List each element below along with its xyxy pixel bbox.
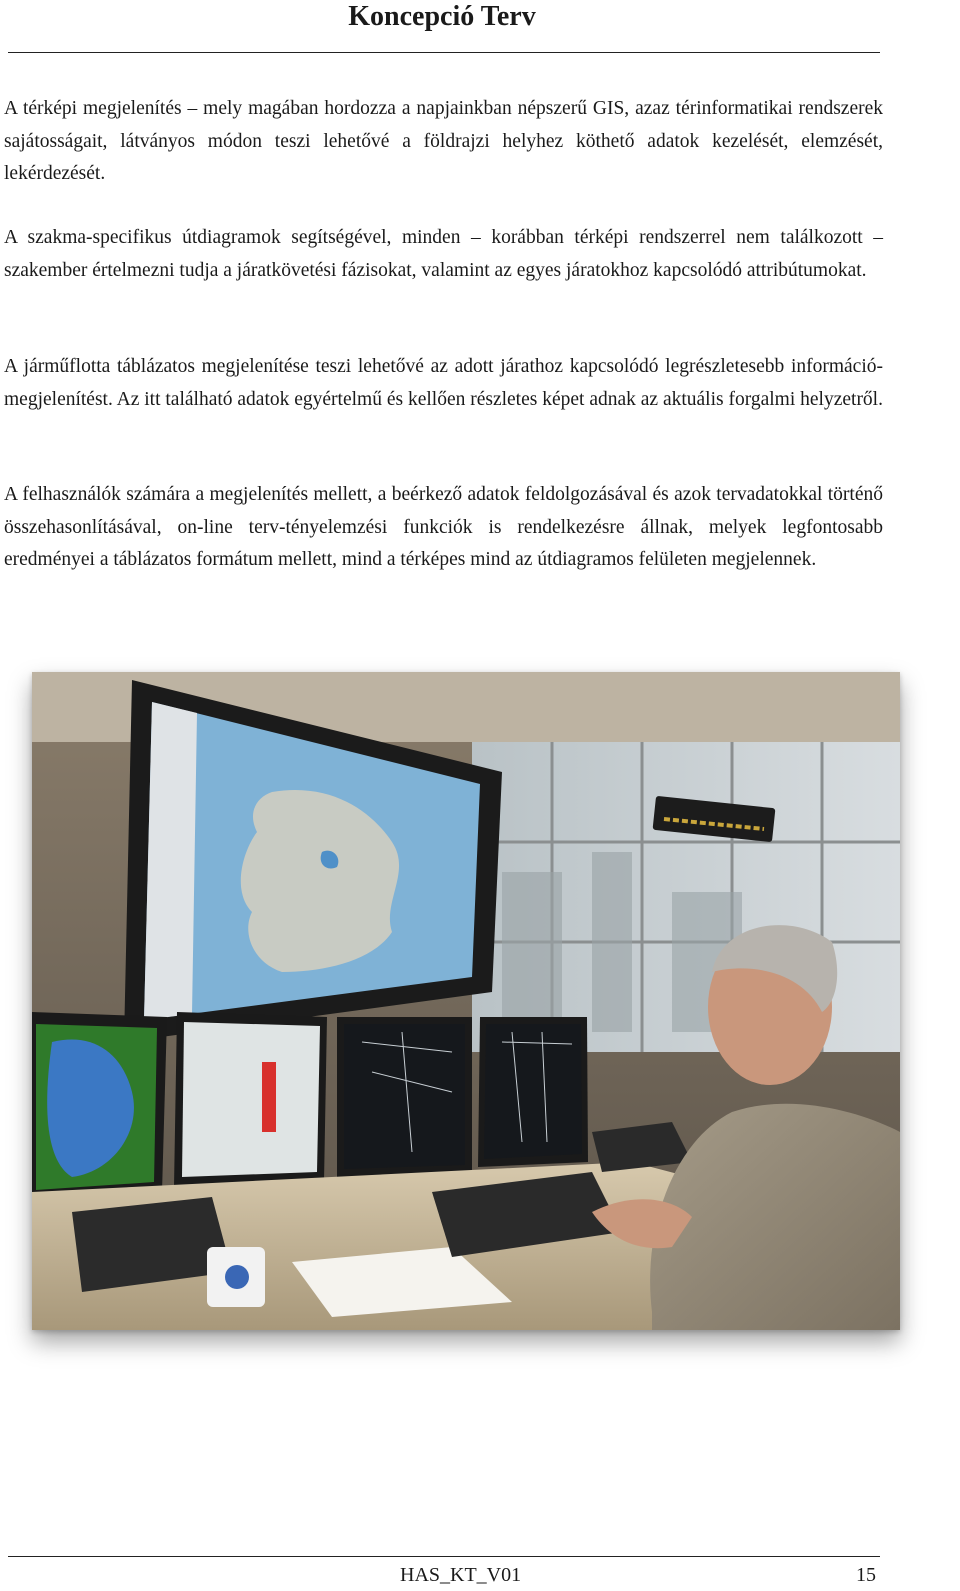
paragraph-analysis: A felhasználók számára a megjelenítés mellett, a beérkező adatok feldolgozásával és azok tervadatokkal történő összehasonlításával, on-line terv-tényelemzési funkciók is rendelkezésre állnak, melyek legfontosabb eredményei a táblázatos formátum mellett, mind a térképes mind az útdiagramos felületen megjelennek. [4, 484, 883, 570]
footer-doc-code: HAS_KT_V01 [400, 1564, 522, 1586]
footer-rule [8, 1556, 880, 1557]
footer-page-number: 15 [856, 1564, 876, 1586]
page-title: Koncepció Terv [348, 1, 536, 32]
paragraph-fleet-table: A járműflotta táblázatos megjelenítése teszi lehetővé az adott járathoz kapcsolódó legrészletesebb információ-megjelenítést. Az itt található adatok egyértelmű és kellően részletes képet adnak az aktuális forgalmi helyzetről. [4, 356, 883, 410]
control-room-photo [32, 672, 900, 1330]
paragraph-gis: A térképi megjelenítés – mely magában hordozza a napjainkban népszerű GIS, azaz térinformatikai rendszerek sajátosságait, látványos módon teszi lehetővé a földrajzi helyhez köthető adatok kezelését, elemzését, lekérdezését. [4, 98, 883, 184]
header-rule [8, 52, 880, 53]
paragraph-route-diagrams: A szakma-specifikus útdiagramok segítségével, minden – korábban térképi rendszerrel nem találkozott – szakember értelmezni tudja a járatkövetési fázisokat, valamint az egyes járatokhoz kapcsolódó attribútumokat. [4, 227, 883, 281]
